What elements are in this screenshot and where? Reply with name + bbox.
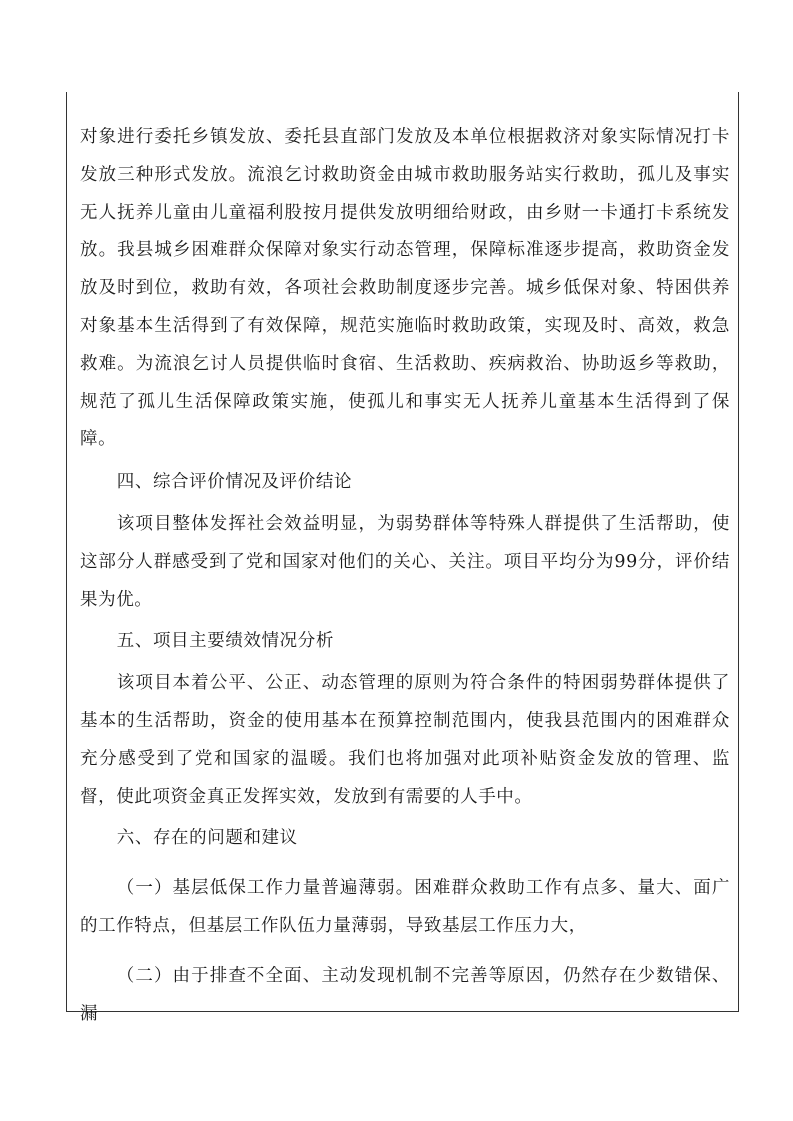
section-heading-4: 四、综合评价情况及评价结论 <box>116 472 353 493</box>
paragraph-performance: 该项目本着公平、公正、动态管理的原则为符合条件的特困弱势群体提供了基本的生活帮助，资金的使用基本在预算控制范围内，使我县范围内的困难群众充分感受到了党和国家的温暖。我们也将加强对此项补贴资金发放的管理、监督，使此项资金真正发挥实效，发放到有需要的人手中。 <box>80 673 730 807</box>
paragraph-continued: 对象进行委托乡镇发放、委托县直部门发放及本单位根据救济对象实际情况打卡发放三种形式发放。流浪乞讨救助资金由城市救助服务站实行救助，孤儿及事实无人抚养儿童由儿童福利股按月提供发放明细给财政，由乡财一卡通打卡系统发放。我县城乡困难群众保障对象实行动态管理，保障标准逐步提高，救助资金发放及时到位，救助有效，各项社会救助制度逐步完善。城乡低保对象、特困供养对象基本生活得到了有效保障，规范实施临时救助政策，实现及时、高效，救急救难。为流浪乞讨人员提供临时食宿、生活救助、疾病救治、协助返乡等救助，规范了孤儿生活保障政策实施，使孤儿和事实无人抚养儿童基本生活得到了保障。 <box>80 127 730 450</box>
section-heading-5: 五、项目主要绩效情况分析 <box>116 631 334 652</box>
paragraph-evaluation: 该项目整体发挥社会效益明显，为弱势群体等特殊人群提供了生活帮助，使这部分人群感受到了党和国家对他们的关心、关注。项目平均分为99分，评价结果为优。 <box>80 513 730 610</box>
paragraph-issue-1: （一）基层低保工作力量普遍薄弱。困难群众救助工作有点多、量大、面广的工作特点，但基层工作队伍力量薄弱，导致基层工作压力大， <box>80 878 730 936</box>
section-heading-6: 六、存在的问题和建议 <box>116 828 298 849</box>
paragraph-issue-2: （二）由于排查不全面、主动发现机制不完善等原因，仍然存在少数错保、漏 <box>80 965 730 1024</box>
document-body <box>80 119 730 1033</box>
